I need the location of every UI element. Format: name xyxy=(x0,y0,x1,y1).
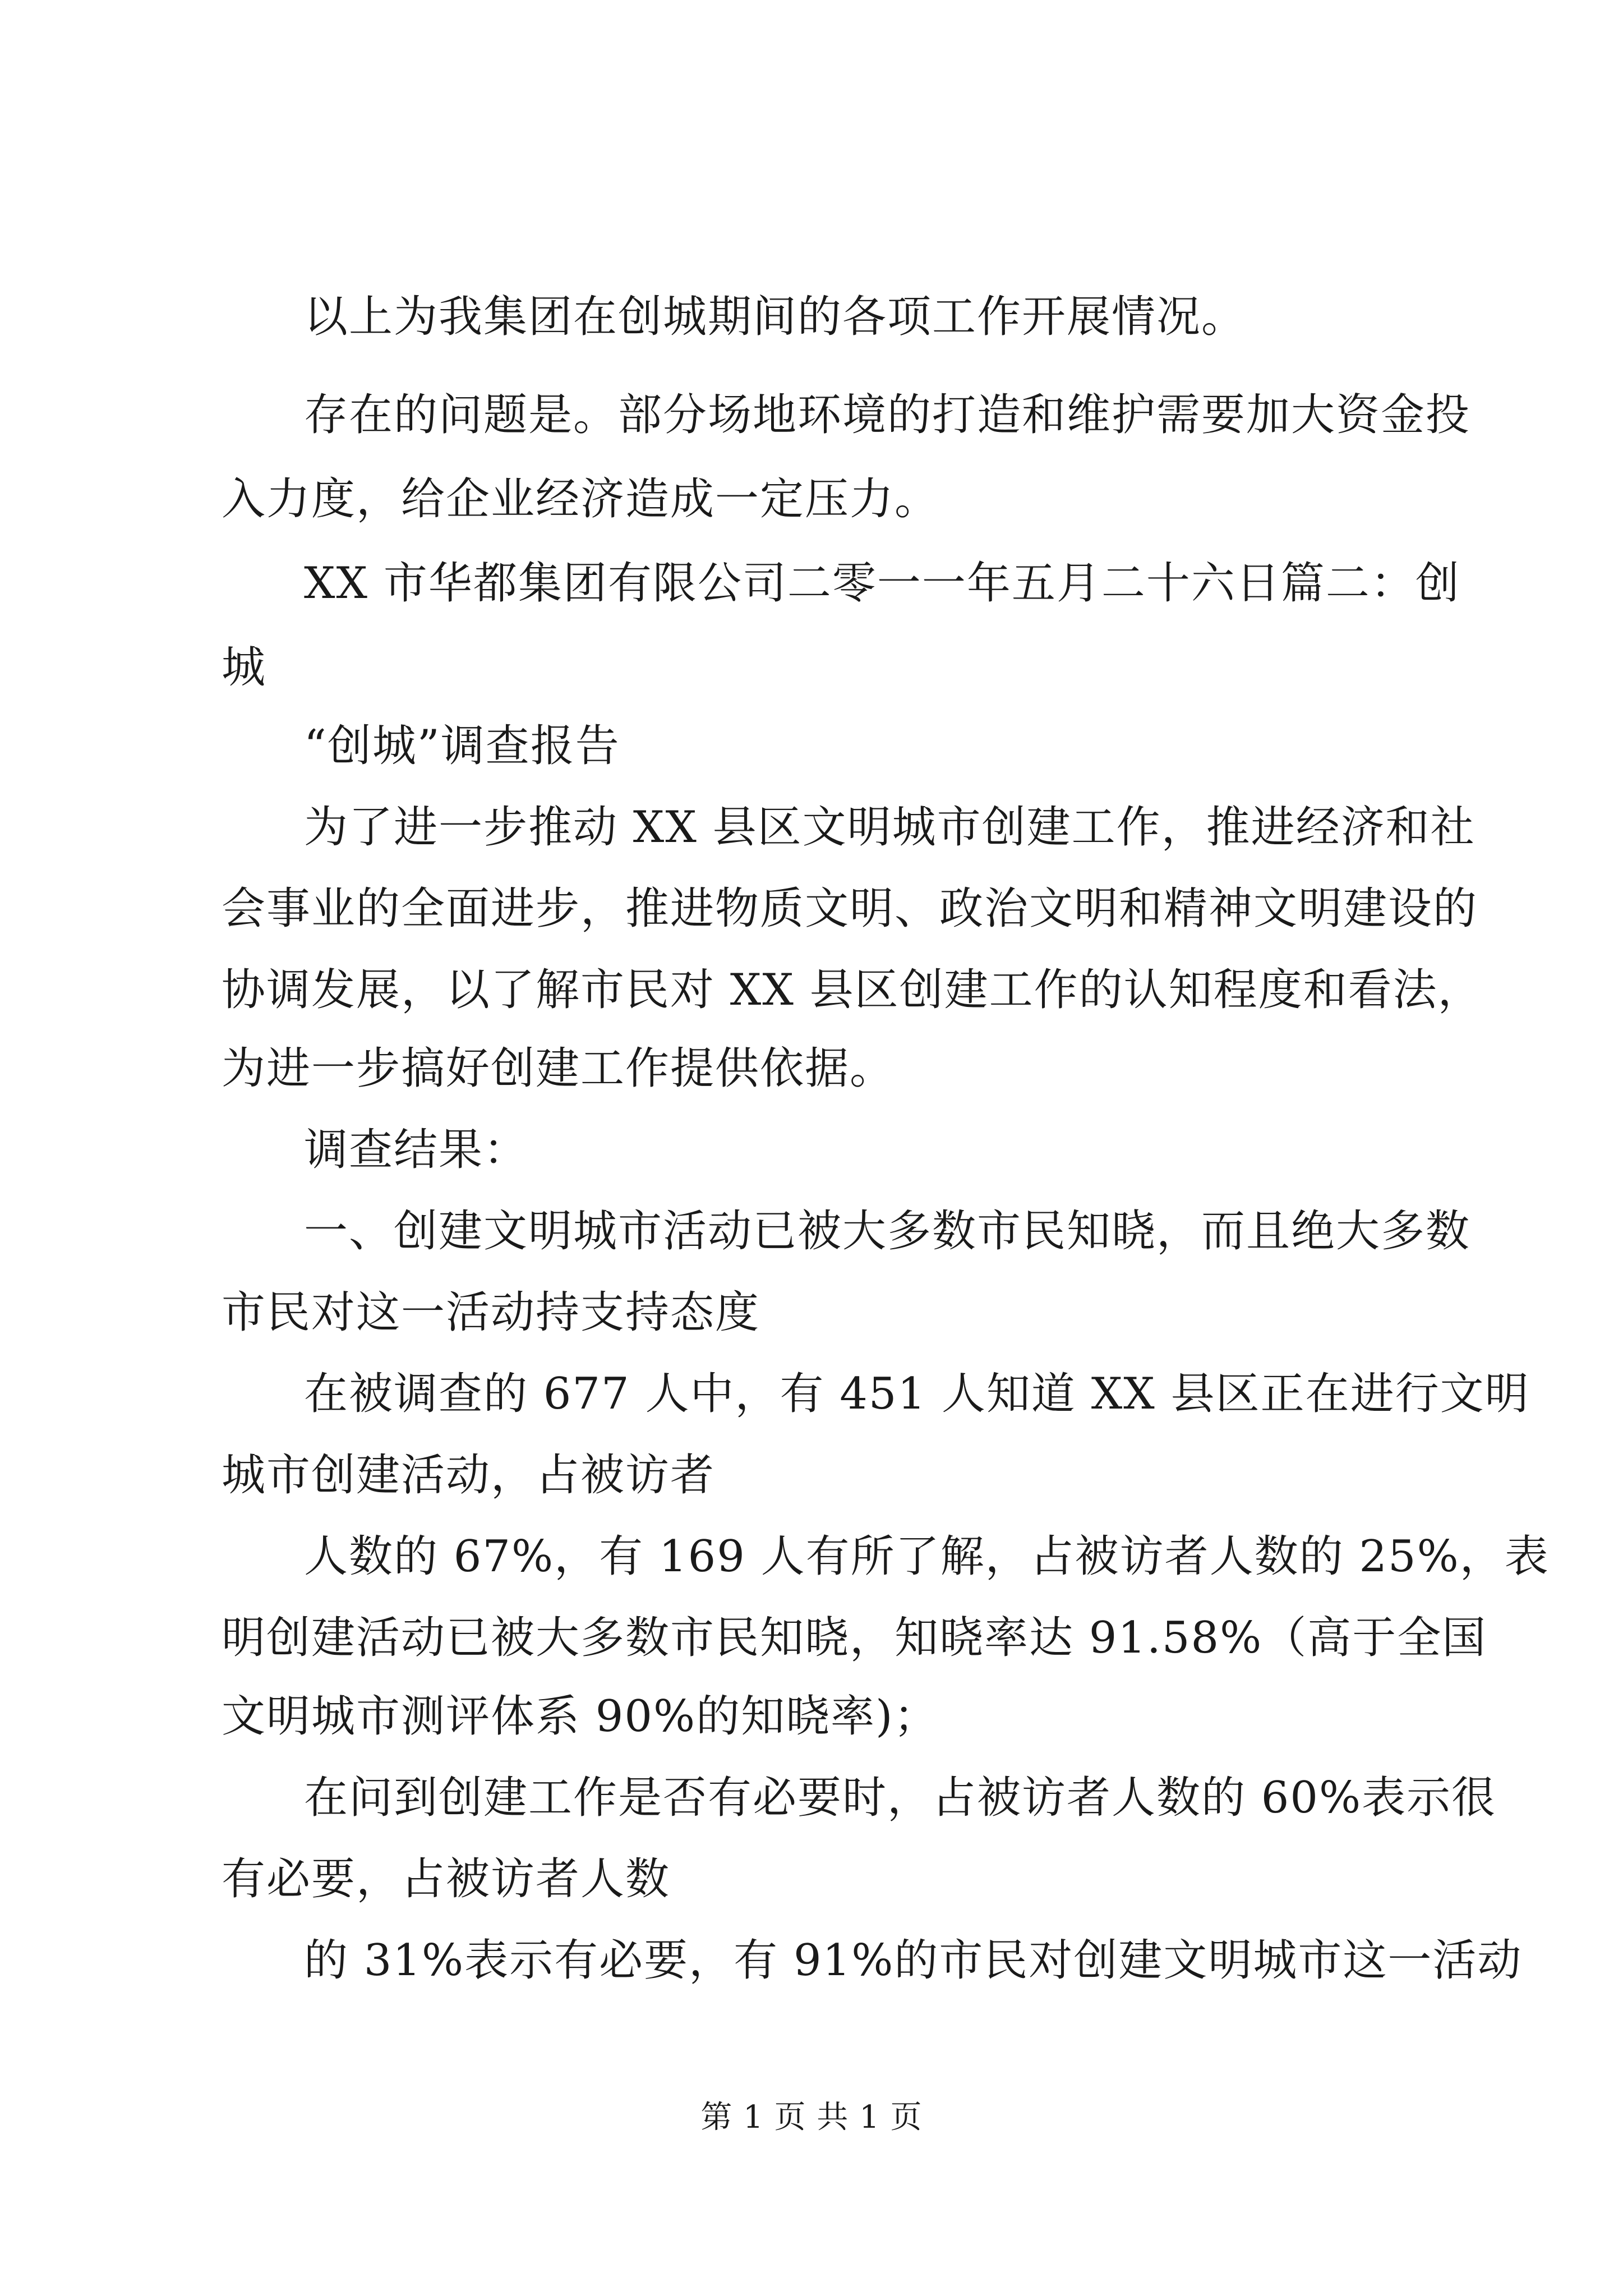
text-line: 城 xyxy=(222,642,267,693)
text-line: 城市创建活动，占被访者 xyxy=(222,1450,716,1501)
page-number: 第 1 页 共 1 页 xyxy=(700,2099,923,2136)
text-line: 协调发展，以了解市民对 XX 县区创建工作的认知程度和看法， xyxy=(222,965,1483,1015)
text-line: 人数的 67%，有 169 人有所了解，占被访者人数的 25%，表 xyxy=(304,1531,1550,1582)
text-line: 在被调查的 677 人中，有 451 人知道 XX 县区正在进行文明 xyxy=(304,1369,1530,1419)
text-line: 为进一步搞好创建工作提供依据。 xyxy=(222,1043,895,1094)
text-line: 有必要，占被访者人数 xyxy=(222,1854,671,1904)
text-line: 明创建活动已被大多数市民知晓，知晓率达 91.58%（高于全国 xyxy=(222,1613,1487,1663)
text-line: 入力度，给企业经济造成一定压力。 xyxy=(222,474,940,524)
page-footer xyxy=(0,2098,1623,2137)
text-line: 存在的问题是。部分场地环境的打造和维护需要加大资金投 xyxy=(304,390,1471,440)
text-line: 调查结果： xyxy=(304,1125,529,1175)
text-line: 在问到创建工作是否有必要时，占被访者人数的 60%表示很 xyxy=(304,1773,1497,1823)
text-line: 为了进一步推动 XX 县区文明城市创建工作，推进经济和社 xyxy=(304,802,1476,853)
text-line: 的 31%表示有必要，有 91%的市民对创建文明城市这一活动 xyxy=(304,1935,1523,1986)
text-line: 以上为我集团在创城期间的各项工作开展情况。 xyxy=(304,292,1247,342)
text-line: 市民对这一活动持支持态度 xyxy=(222,1287,760,1338)
text-line: 一、创建文明城市活动已被大多数市民知晓，而且绝大多数 xyxy=(304,1206,1471,1257)
text-line: XX 市华都集团有限公司二零一一年五月二十六日篇二：创 xyxy=(304,558,1460,609)
text-line: 会事业的全面进步，推进物质文明、政治文明和精神文明建设的 xyxy=(222,884,1478,934)
text-line: “创城”调查报告 xyxy=(304,721,620,771)
text-line: 文明城市测评体系 90%的知晓率)； xyxy=(222,1691,939,1742)
